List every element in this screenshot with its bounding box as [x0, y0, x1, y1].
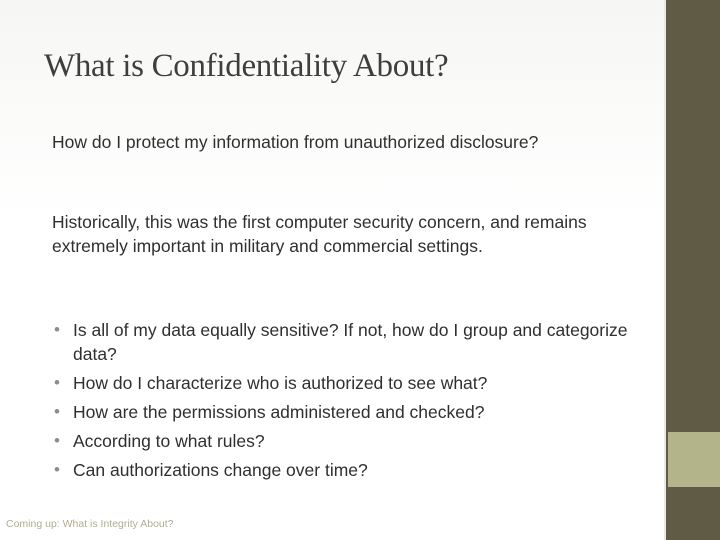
- bullet-icon: •: [54, 431, 60, 450]
- sidebar-lower-block: [668, 487, 720, 531]
- bullet-text: How are the permissions administered and checked?: [73, 402, 485, 422]
- history-paragraph: Historically, this was the first computer security concern, and remains extremely important in military and commercial settings.: [52, 212, 587, 256]
- bullet-item: [52, 371, 652, 395]
- question-paragraph: How do I protect my information from unauthorized disclosure?: [52, 132, 539, 152]
- bullet-list: [52, 318, 652, 487]
- slide-title: What is Confidentiality About?: [44, 48, 449, 84]
- bullet-item: [52, 400, 652, 424]
- bullet-item: [52, 318, 652, 366]
- sidebar-accent-block: [668, 432, 720, 487]
- bullet-text: Can authorizations change over time?: [73, 460, 368, 480]
- next-slide-footer: Coming up: What is Integrity About?: [6, 518, 174, 530]
- bullet-icon: •: [54, 373, 60, 392]
- bullet-icon: •: [54, 320, 60, 339]
- bullet-icon: •: [54, 402, 60, 421]
- bullet-text: Is all of my data equally sensitive? If not, how do I group and categorize data?: [73, 320, 628, 364]
- bullet-text: According to what rules?: [73, 431, 265, 451]
- bullet-item: [52, 429, 652, 453]
- bullet-item: [52, 458, 652, 482]
- sidebar-bottom-rule: [668, 531, 720, 533]
- bullet-text: How do I characterize who is authorized to see what?: [73, 373, 488, 393]
- bullet-icon: •: [54, 460, 60, 479]
